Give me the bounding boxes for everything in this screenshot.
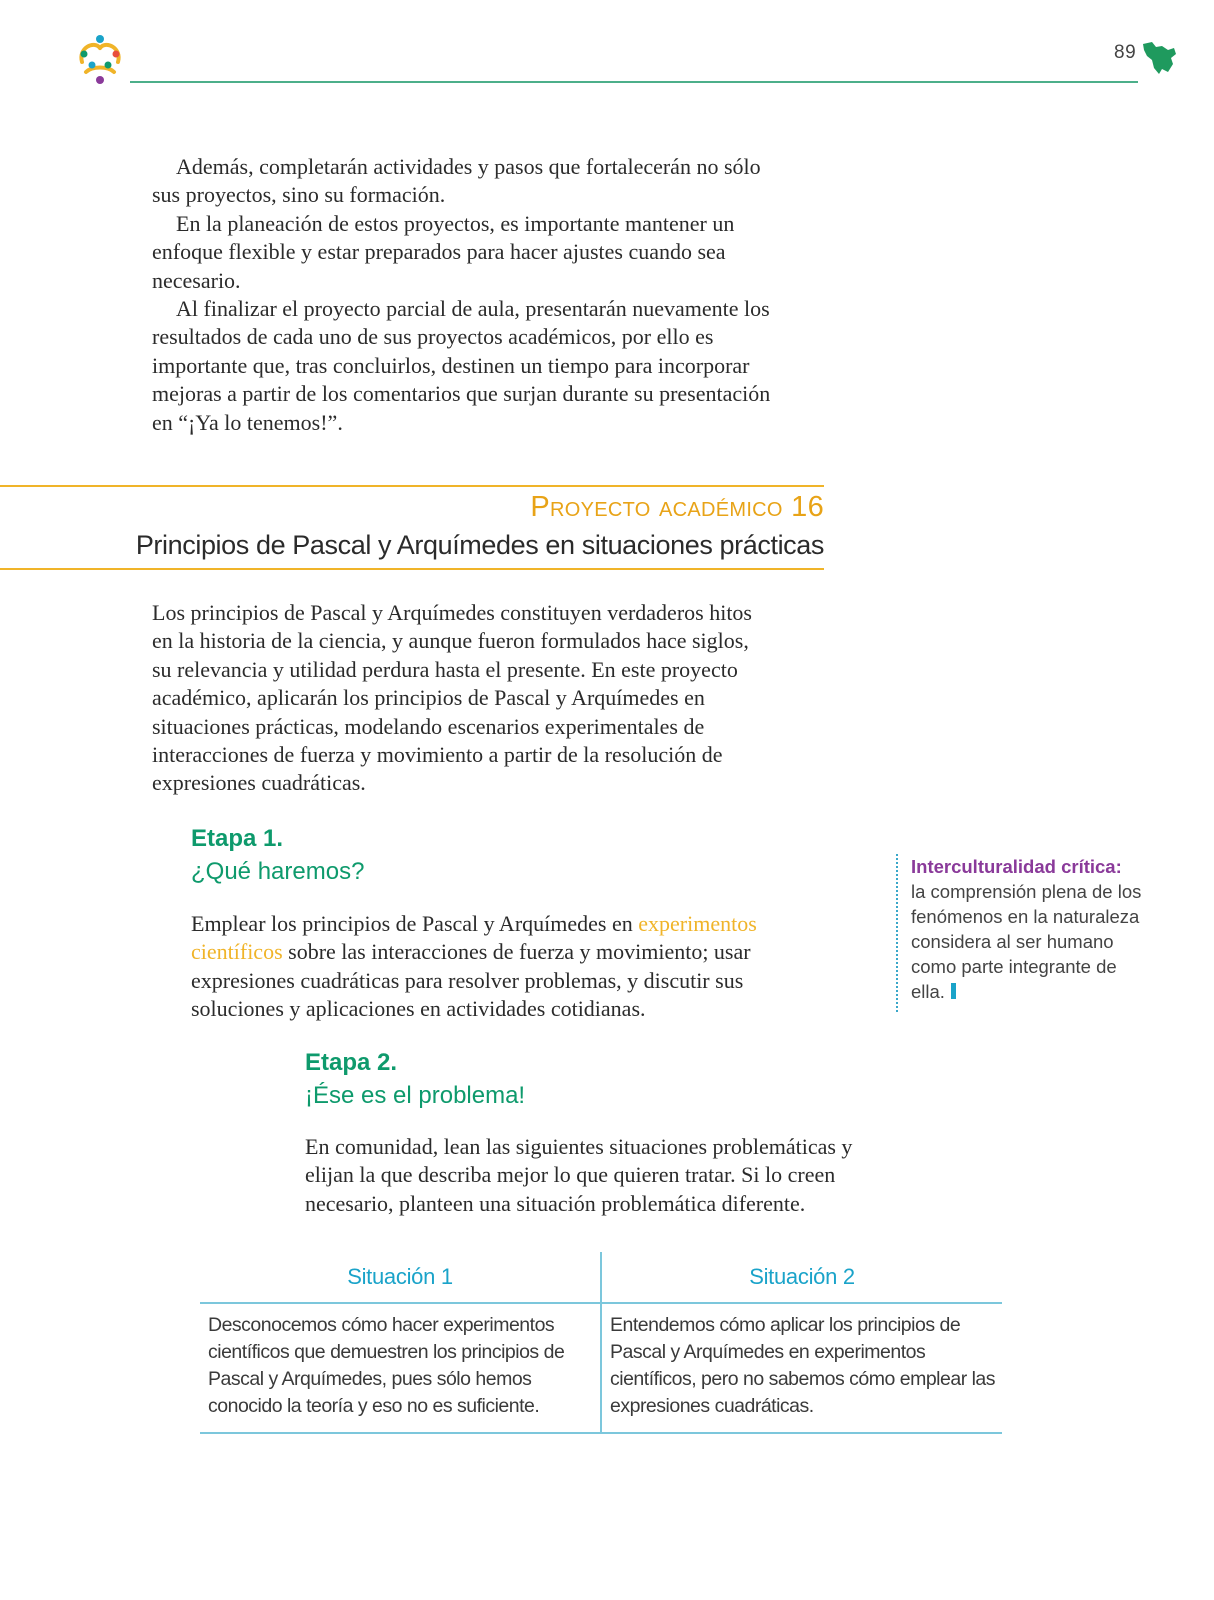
intro-paragraph: Al finalizar el proyecto parcial de aula, presentarán nuevamente los resultados de cada uno de sus proyectos académicos, por ello es importante que, tras concluirlos, destinen un tiempo para incorporar mejoras a partir de los comentarios que surjan durante su presentación en “¡Ya lo tenemos!”. xyxy=(152,296,771,435)
situation-2-header: Situación 2 xyxy=(749,1264,855,1289)
situation-2-text: Entendemos cómo aplicar los principios de Pascal y Arquímedes en experimentos científicos, pero no sabemos cómo emplear las expresiones cuadráticas. xyxy=(610,1314,996,1417)
page-number: 89 xyxy=(1114,42,1137,63)
stage2-question: ¡Ése es el problema! xyxy=(305,1082,526,1109)
intro-paragraph: Además, completarán actividades y pasos que fortalecerán no sólo sus proyectos, sino su formación. xyxy=(152,154,761,208)
sidebar-text: la comprensión plena de los fenómenos en la naturaleza considera al ser humano como parte integrante de ella. xyxy=(911,881,1142,1002)
stage2-text xyxy=(305,1133,905,1218)
stage1-text-after: sobre las interacciones de fuerza y movimiento; usar expresiones cuadráticas para resolver problemas, y discutir sus soluciones y aplicaciones en actividades cotidianas. xyxy=(191,939,751,1022)
stage1-question: ¿Qué haremos? xyxy=(191,858,365,885)
header-rule xyxy=(130,81,1138,83)
community-logo-icon xyxy=(72,32,128,86)
project-rule-bottom xyxy=(0,568,824,570)
stage2-heading xyxy=(305,1047,525,1113)
project-intro-paragraph: Los principios de Pascal y Arquímedes constituyen verdaderos hitos en la historia de la ciencia, y aunque fueron formulados hace siglos, su relevancia y utilidad perdura hasta el presente. En este proyecto académico, aplicarán los principios de Pascal y Arquímedes en situaciones prácticas, modelando escenarios experimentales de interacciones de fuerza y movimiento a partir de la resolución de expresiones cuadráticas. xyxy=(152,600,752,796)
stage2-number: Etapa 2. xyxy=(305,1049,398,1076)
project-intro xyxy=(152,599,752,798)
stage1-text xyxy=(191,910,801,1024)
stage1-heading xyxy=(191,823,364,889)
table-bottom-rule xyxy=(200,1432,1002,1434)
situation-1-text: Desconocemos cómo hacer experimentos científicos que demuestren los principios de Pascal y Arquímedes, pues sólo hemos conocido la teoría y eso no es suficiente. xyxy=(208,1314,565,1417)
intro-paragraph: En la planeación de estos proyectos, es importante mantener un enfoque flexible y estar preparados para hacer ajustes cuando sea necesario. xyxy=(152,210,735,293)
sidebar-title: Interculturalidad crítica: xyxy=(911,856,1122,877)
stage1-number: Etapa 1. xyxy=(191,825,284,852)
intro-text xyxy=(152,153,772,437)
situations-table xyxy=(200,1252,1002,1434)
stage2-paragraph: En comunidad, lean las siguientes situaciones problemáticas y elijan la que describa mejor lo que quieren tratar. Si lo creen necesario, planteen una situación problemática diferente. xyxy=(305,1134,853,1216)
project-title: Principios de Pascal y Arquímedes en situaciones prácticas xyxy=(135,530,824,560)
end-marker-icon xyxy=(951,983,956,999)
glossary-sidebar xyxy=(896,854,1143,1012)
mexico-map-icon xyxy=(1140,38,1178,76)
stage1-text-before: Emplear los principios de Pascal y Arquímedes en xyxy=(191,911,639,936)
glossary-link[interactable]: experimentos científicos xyxy=(191,911,757,965)
project-rule-top xyxy=(0,485,824,487)
situation-1-header: Situación 1 xyxy=(347,1264,453,1289)
project-label: Proyecto académico 16 xyxy=(530,491,824,523)
table-column-divider xyxy=(600,1252,602,1434)
